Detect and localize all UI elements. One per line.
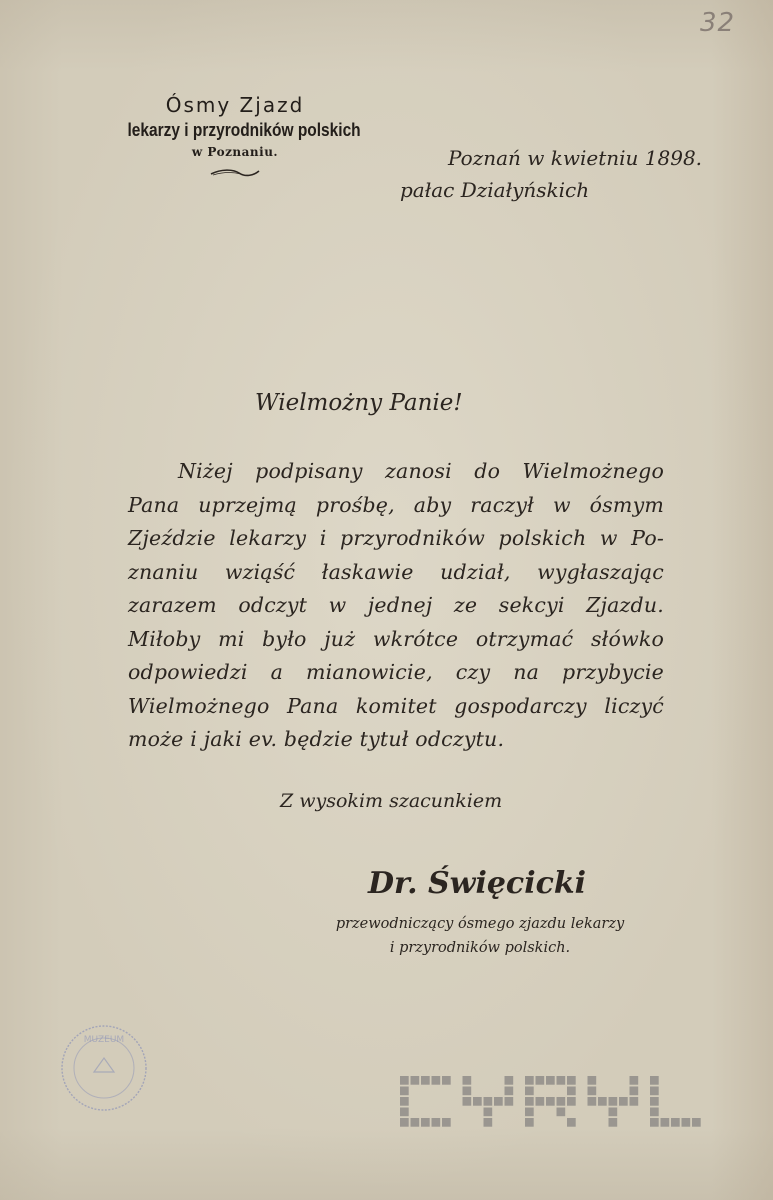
logo-block bbox=[671, 1118, 680, 1127]
logo-block bbox=[630, 1097, 639, 1106]
cyryl-logo-icon bbox=[400, 1072, 710, 1134]
signature-title-line: przewodniczący ósmego zjazdu lekarzy bbox=[335, 916, 625, 932]
logo-block bbox=[650, 1097, 659, 1106]
letterhead-location: w Poznaniu. bbox=[191, 145, 279, 159]
logo-block bbox=[421, 1076, 430, 1085]
logo-block bbox=[536, 1097, 545, 1106]
logo-block bbox=[546, 1076, 555, 1085]
logo-block bbox=[400, 1108, 409, 1117]
library-stamp-icon bbox=[58, 1022, 150, 1114]
closing-phrase: Z wysokim szacunkiem bbox=[280, 790, 503, 812]
body-line: Zjeździe lekarzy i przyrodników polskich w Po- bbox=[128, 526, 664, 550]
page-number: 32 bbox=[700, 8, 736, 38]
logo-block bbox=[442, 1076, 451, 1085]
logo-block bbox=[619, 1097, 628, 1106]
logo-block bbox=[442, 1118, 451, 1127]
logo-block bbox=[400, 1118, 409, 1127]
letterhead-subtitle: lekarzy i przyrodników polskich bbox=[127, 120, 361, 140]
logo-block bbox=[400, 1087, 409, 1096]
logo-block bbox=[650, 1087, 659, 1096]
logo-block bbox=[505, 1087, 514, 1096]
logo-block bbox=[463, 1097, 472, 1106]
signature-title-line: i przyrodników polskich. bbox=[389, 940, 571, 956]
logo-block bbox=[567, 1097, 576, 1106]
logo-block bbox=[484, 1097, 493, 1106]
logo-block bbox=[411, 1118, 420, 1127]
logo-block bbox=[609, 1097, 618, 1106]
body-line: Niżej podpisany zanosi do Wielmożnego bbox=[178, 459, 664, 483]
logo-block bbox=[588, 1076, 597, 1085]
body-line: może i jaki ev. będzie tytuł odczytu. bbox=[128, 727, 505, 751]
signature: Dr. Święcicki bbox=[368, 866, 587, 901]
signature-title bbox=[315, 912, 645, 960]
logo-block bbox=[546, 1097, 555, 1106]
body-line: Miłoby mi było już wkrótce otrzymać słówko bbox=[128, 626, 664, 651]
place-line: pałac Działyńskich bbox=[400, 178, 590, 202]
body-line: znaniu wziąść łaskawie udział, wygłaszając bbox=[128, 559, 664, 584]
logo-block bbox=[421, 1118, 430, 1127]
logo-block bbox=[505, 1097, 514, 1106]
logo-block bbox=[557, 1108, 566, 1117]
logo-block bbox=[463, 1076, 472, 1085]
body-line: odpowiedzi a mianowicie, czy na przybycie bbox=[128, 660, 664, 684]
logo-block bbox=[567, 1076, 576, 1085]
logo-block bbox=[630, 1076, 639, 1085]
logo-block bbox=[650, 1108, 659, 1117]
logo-block bbox=[630, 1087, 639, 1096]
logo-block bbox=[557, 1076, 566, 1085]
flourish-ornament-icon bbox=[209, 168, 261, 178]
date-line: Poznań w kwietniu 1898. bbox=[448, 146, 703, 170]
logo-block bbox=[650, 1076, 659, 1085]
logo-block bbox=[484, 1118, 493, 1127]
logo-block bbox=[692, 1118, 701, 1127]
logo-block bbox=[609, 1118, 618, 1127]
logo-block bbox=[588, 1097, 597, 1106]
logo-block bbox=[567, 1118, 576, 1127]
logo-block bbox=[682, 1118, 691, 1127]
place-and-date bbox=[400, 142, 740, 206]
logo-block bbox=[525, 1097, 534, 1106]
logo-block bbox=[567, 1087, 576, 1096]
logo-block bbox=[536, 1076, 545, 1085]
stamp-text: MUZEUM bbox=[83, 1035, 125, 1045]
letterhead bbox=[110, 92, 360, 178]
logo-block bbox=[525, 1087, 534, 1096]
logo-block bbox=[494, 1097, 503, 1106]
logo-block bbox=[588, 1087, 597, 1096]
logo-block bbox=[650, 1118, 659, 1127]
logo-block bbox=[525, 1118, 534, 1127]
body-line: Pana uprzejmą prośbę, aby raczył w ósmym bbox=[128, 492, 664, 517]
letterhead-title: Ósmy Zjazd bbox=[165, 93, 305, 117]
logo-block bbox=[473, 1097, 482, 1106]
logo-block bbox=[411, 1076, 420, 1085]
letter-body bbox=[128, 455, 664, 757]
logo-block bbox=[557, 1097, 566, 1106]
logo-block bbox=[525, 1076, 534, 1085]
logo-block bbox=[525, 1108, 534, 1117]
salutation: Wielmożny Panie! bbox=[255, 390, 463, 416]
logo-block bbox=[463, 1087, 472, 1096]
logo-block bbox=[432, 1118, 441, 1127]
logo-block bbox=[598, 1097, 607, 1106]
logo-block bbox=[484, 1108, 493, 1117]
logo-block bbox=[400, 1097, 409, 1106]
logo-block bbox=[505, 1076, 514, 1085]
body-line: zarazem odczyt w jednej ze sekcyi Zjazdu. bbox=[128, 593, 664, 617]
logo-block bbox=[661, 1118, 670, 1127]
body-line: Wielmożnego Pana komitet gospodarczy liczyć bbox=[128, 693, 664, 718]
logo-block bbox=[432, 1076, 441, 1085]
logo-block bbox=[400, 1076, 409, 1085]
logo-block bbox=[609, 1108, 618, 1117]
